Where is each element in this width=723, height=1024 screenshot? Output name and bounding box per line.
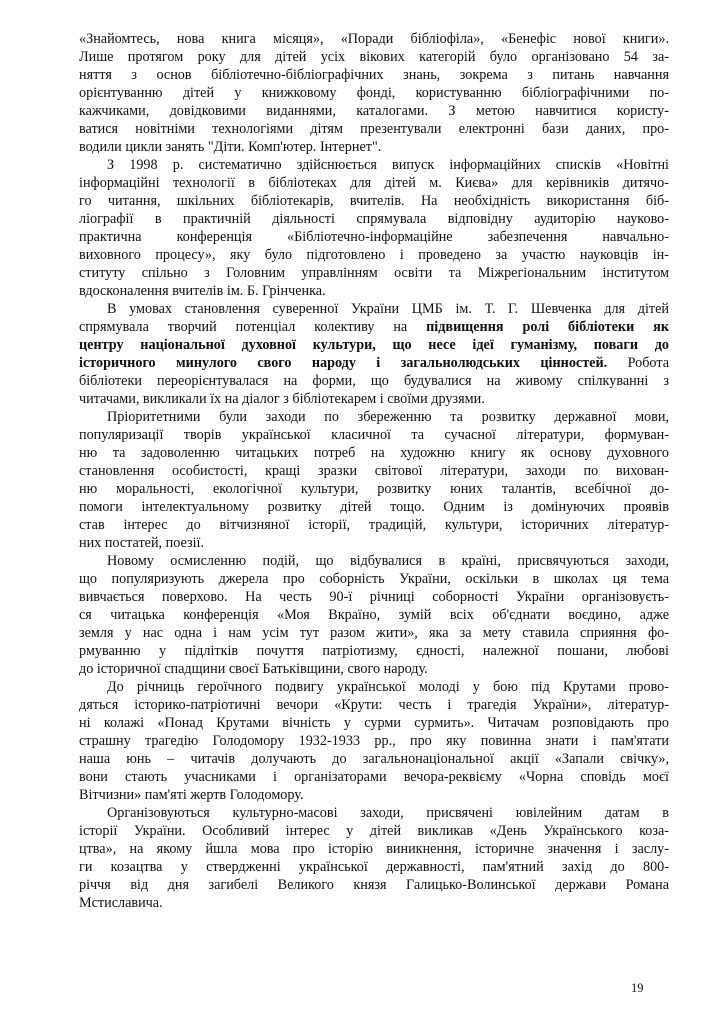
text-line: ся читацька конференція «Моя Вкраїно, зумій всіх об'єднати воєдино, адже bbox=[79, 607, 669, 623]
emphasized-text-line: центру національної духовної культури, що несе ідеї гуманізму, поваги до bbox=[79, 337, 669, 353]
text-line: історії України. Особливий інтерес у дітей викликав «День Українського коза- bbox=[79, 823, 669, 839]
text-line: Організовуються культурно-масові заходи, присвячені ювілейним датам в bbox=[107, 805, 669, 821]
text-line: До річниць героїчного подвигу української молоді у бою під Крутами прово- bbox=[107, 679, 669, 695]
text-line: ватися новітніми технологіями дітям презентували електронні бази даних, про- bbox=[79, 121, 669, 137]
text-line: річчя від дня загибелі Великого князя Галицько-Волинської держави Романа bbox=[79, 877, 669, 893]
text-line: Вітчизни» пам'яті жертв Голодомору. bbox=[79, 787, 304, 803]
text-line: Пріоритетними були заходи по збереженню та розвитку державної мови, bbox=[107, 409, 669, 425]
text-line: практична конференція «Бібліотечно-інформаційне забезпечення навчально- bbox=[79, 229, 669, 245]
text-line: до історичної спадщини своєї Батьківщини, свого народу. bbox=[79, 661, 428, 677]
paragraph bbox=[79, 156, 669, 300]
paragraph bbox=[79, 30, 669, 156]
text-line: став інтерес до вітчизняної історії, традицій, культури, історичних літератур- bbox=[79, 517, 669, 533]
text-line: страшну трагедію Голодомору 1932-1933 рр., про яку повинна знати і пам'ятати bbox=[79, 733, 669, 749]
text-line: В умовах становлення суверенної України ЦМБ ім. Т. Г. Шевченка для дітей bbox=[107, 301, 669, 317]
paragraph bbox=[79, 552, 669, 678]
text-line: водили цикли занять "Діти. Комп'ютер. Інтернет". bbox=[79, 139, 382, 155]
emphasized-phrase: історичного минулого свого народу і загальнолюдських цінностей. bbox=[79, 355, 628, 371]
text-line: читачами, викликали їх на діалог з бібліотекарем і своїми друзями. bbox=[79, 391, 485, 407]
paragraph bbox=[79, 804, 669, 912]
text-line: дяться історико-патріотичні вечори «Крути: честь і трагедія України», літератур- bbox=[79, 697, 669, 713]
text-line: них постатей, поезії. bbox=[79, 535, 205, 551]
text-line: ституту спільно з Головним управлінням освіти та Міжрегіональним інститутом bbox=[79, 265, 669, 281]
paragraph bbox=[79, 408, 669, 552]
text-line: рмуванню у підлітків почуття патріотизму, єдності, належної пошани, любові bbox=[79, 643, 669, 659]
body-text bbox=[79, 30, 669, 912]
text-line: земля у нас одна і нам усім тут разом жити», яка за мету ставила сприяння фо- bbox=[79, 625, 669, 641]
text-line: цтва», на якому йшла мова про історію виникнення, історичне значення і заслу- bbox=[79, 841, 669, 857]
text-line: виховного процесу», яку було підготовлено і проведено за участю науковців ін- bbox=[79, 247, 669, 263]
text-line: кажчиками, довідковими виданнями, каталогами. З метою навчитися користу- bbox=[79, 103, 669, 119]
text-line: популяризації творів української класичної та сучасної літератури, формуван- bbox=[79, 427, 669, 443]
text-line: інформаційні технології в бібліотеках для дітей м. Києва» для керівників дитячо- bbox=[79, 175, 669, 191]
text-line: наша юнь – читачів долучають до загальнонаціональної акції «Запали свічку», bbox=[79, 751, 669, 767]
text-line: ню моральності, екологічної культури, розвитку юних талантів, всебічної до- bbox=[79, 481, 669, 497]
text-line: Лише протягом року для дітей усіх вікових категорій було організовано 54 за- bbox=[79, 49, 669, 65]
text-line: ні колажі «Понад Крутами вічність у сурми сурмить». Читачам розповідають про bbox=[79, 715, 669, 731]
text-line: «Знайомтесь, нова книга місяця», «Поради бібліофіла», «Бенефіс нової книги». bbox=[79, 31, 669, 47]
text-line: помоги інтелектуальному розвитку дітей тощо. Одним із домінуючих проявів bbox=[79, 499, 669, 515]
text-line: ги козацтва у ствердженні української державності, пам'ятний захід до 800- bbox=[79, 859, 669, 875]
text-line: вони стають учасниками і організаторами вечора-реквієму «Чорна сповідь моєї bbox=[79, 769, 669, 785]
text-line: вивчається поверхово. На честь 90-ї річниці соборності України організовуєть- bbox=[79, 589, 669, 605]
emphasized-phrase: підвищення ролі бібліотеки як bbox=[426, 319, 669, 335]
text-line: вдосконалення вчителів ім. Б. Грінченка. bbox=[79, 283, 326, 299]
text-line-with-emphasis: історичного минулого свого народу і загальнолюдських цінностей. Робота bbox=[79, 355, 669, 371]
text-line: З 1998 р. систематично здійснюється випуск інформаційних списків «Новітні bbox=[107, 157, 669, 173]
text-line: Мстиславича. bbox=[79, 895, 163, 911]
text-line: становлення особистості, кращі зразки світової літератури, заходи по вихован- bbox=[79, 463, 669, 479]
text-line: няття з основ бібліотечно-бібліографічних знань, зокрема з питань навчання bbox=[79, 67, 669, 83]
page-number: 19 bbox=[631, 981, 644, 995]
paragraph bbox=[79, 300, 669, 408]
text-line: що популяризують джерела про соборність України, оскільки в школах ця тема bbox=[79, 571, 669, 587]
text-line: ню та задоволенню читацьких потреб на художню книгу як основу духовного bbox=[79, 445, 669, 461]
text-line: ліографії в практичній діяльності спрямувала відповідну аудиторію науково- bbox=[79, 211, 669, 227]
text-line: бібліотеки переорієнтувалася на форми, що будувалися на живому спілкуванні з bbox=[79, 373, 669, 389]
text-line: орієнтуванню дітей у книжковому фонді, користуванню бібліографічними по- bbox=[79, 85, 669, 101]
paragraph bbox=[79, 678, 669, 804]
text-line-with-emphasis: спрямувала творчий потенціал колективу на підвищення ролі бібліотеки як bbox=[79, 319, 669, 335]
text-line: Новому осмисленню подій, що відбувалися в країні, присвячуються заходи, bbox=[107, 553, 669, 569]
text-line: го читання, шкільних бібліотекарів, вчителів. На необхідність використання біб- bbox=[79, 193, 669, 209]
